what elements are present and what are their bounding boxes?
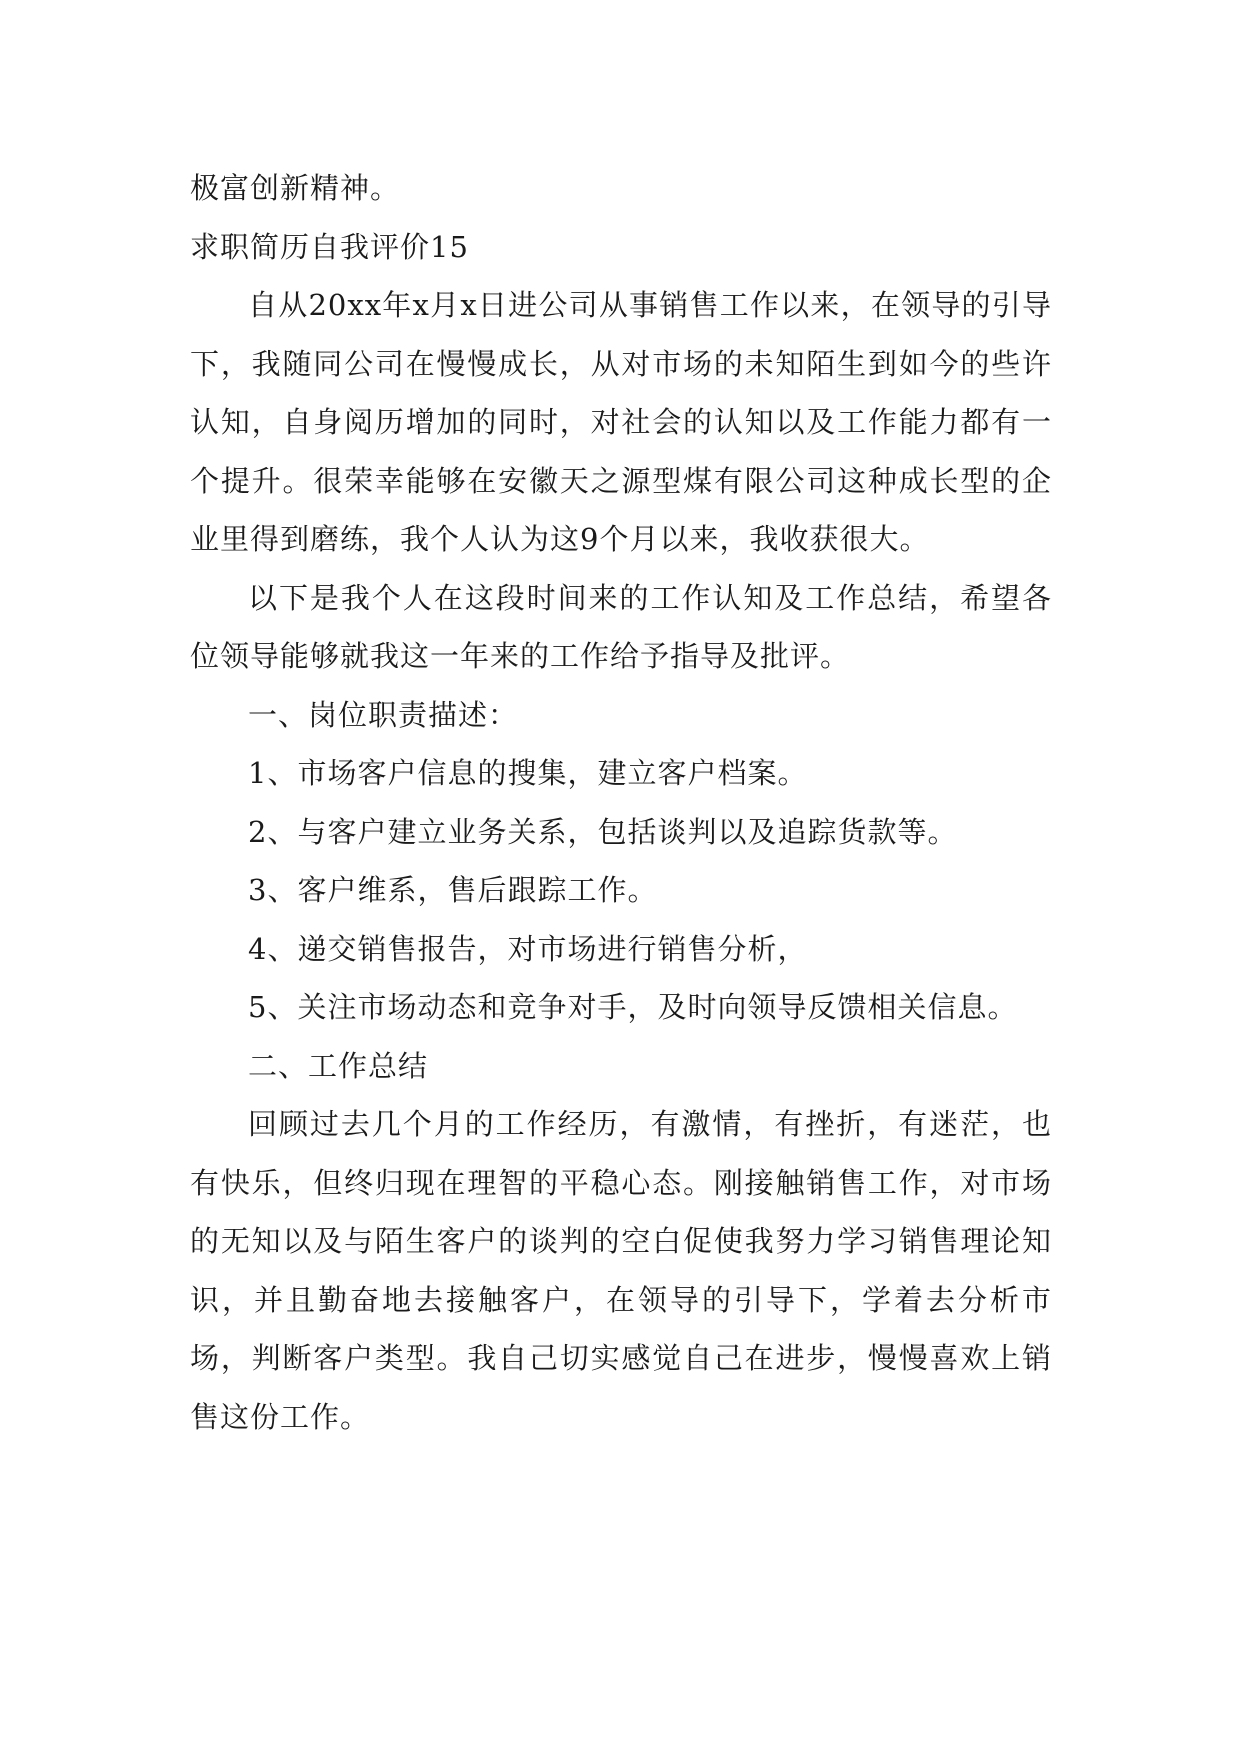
- list-item: 1、市场客户信息的搜集，建立客户档案。: [248, 756, 808, 790]
- paragraph-summary-intro: 以下是我个人在这段时间来的工作认知及工作总结，希望各位领导能够就我这一年来的工作给予指导及批评。: [190, 580, 1052, 673]
- section-title: 求职简历自我评价15: [190, 229, 469, 264]
- list-item: 5、关注市场动态和竞争对手，及时向领导反馈相关信息。: [248, 990, 1018, 1024]
- paragraph-continuation: 极富创新精神。: [190, 171, 401, 205]
- paragraph-intro: 自从20xx年x月x日进公司从事销售工作以来，在领导的引导下，我随同公司在慢慢成长，从对市场的未知陌生到如今的些许认知，自身阅历增加的同时，对社会的认知以及工作能力都有一个提升。很荣幸能够在安徽天之源型煤有限公司这种成长型的企业里得到磨练，我个人认为这9个月以来，我收获很大。: [190, 288, 1052, 556]
- heading-work-summary: 二、工作总结: [248, 1048, 429, 1083]
- paragraph-review: 回顾过去几个月的工作经历，有激情，有挫折，有迷茫，也有快乐，但终归现在理智的平稳心态。刚接触销售工作，对市场的无知以及与陌生客户的谈判的空白促使我努力学习销售理论知识，并且勤奋地去接触客户，在领导的引导下，学着去分析市场，判断客户类型。我自己切实感觉自己在进步，慢慢喜欢上销售这份工作。: [190, 1107, 1052, 1434]
- list-item: 2、与客户建立业务关系，包括谈判以及追踪货款等。: [248, 814, 958, 849]
- heading-job-duties: 一、岗位职责描述：: [248, 697, 519, 732]
- document-body: [190, 159, 1052, 1446]
- list-item: 4、递交销售报告，对市场进行销售分析，: [248, 931, 808, 966]
- list-item: 3、客户维系，售后跟踪工作。: [248, 873, 658, 907]
